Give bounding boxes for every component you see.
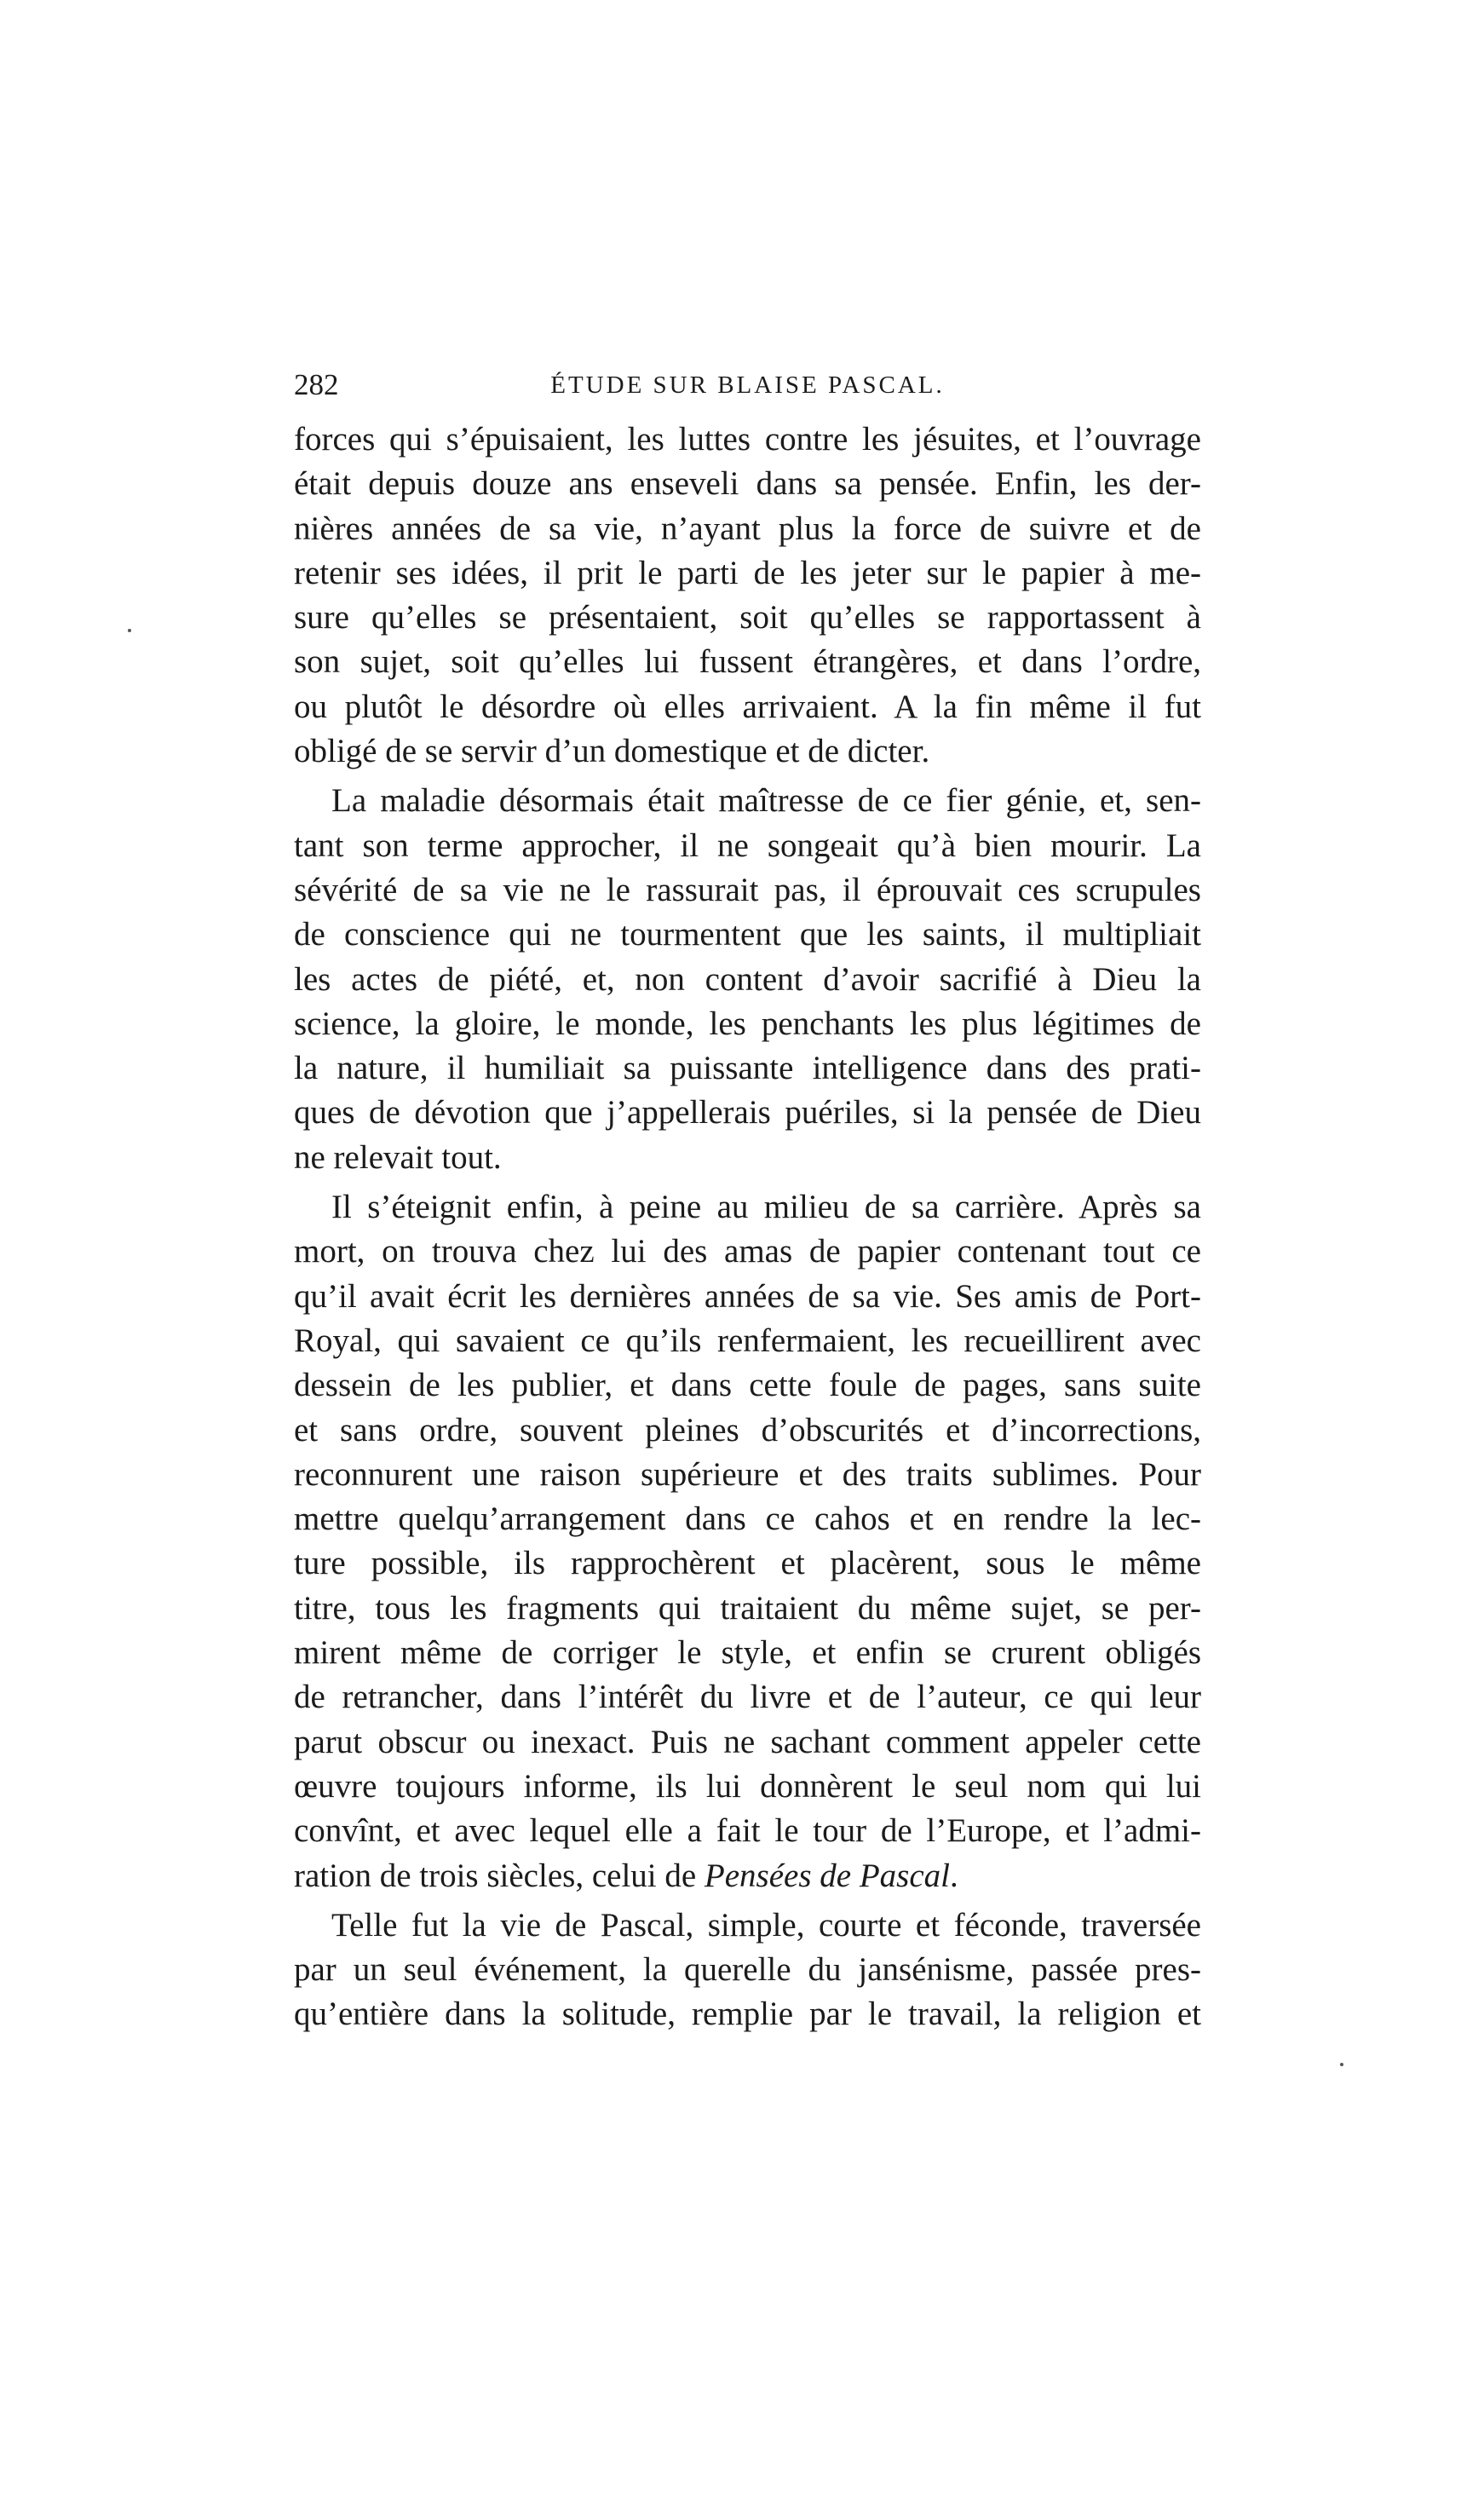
text-line: qu’entière dans la solitude, remplie par le travail, la religion et [294,1996,1201,2033]
text-line-with-title [294,1854,1201,1898]
text-line: ne relevait tout. [294,1138,502,1176]
text-fragment: . [950,1857,958,1894]
book-page [294,368,1201,2037]
page-header [294,368,1201,402]
book-title: Pensées de Pascal [704,1857,950,1894]
text-line: nières années de sa vie, n’ayant plus la force de suivre et de [294,510,1201,547]
text-line: de retrancher, dans l’intérêt du livre et de l’auteur, ce qui leur [294,1679,1201,1716]
running-title: ÉTUDE SUR BLAISE PASCAL. [550,371,945,399]
text-line: les actes de piété, et, non content d’avoir sacrifié à Dieu la [294,960,1201,998]
text-line: ques de dévotion que j’appellerais puériles, si la pensée de Dieu [294,1094,1201,1132]
scan-speck [1340,2063,1343,2066]
text-line: sure qu’elles se présentaient, soit qu’elles se rapportassent à [294,599,1201,636]
text-line: sévérité de sa vie ne le rassurait pas, il éprouvait ces scrupules [294,871,1201,908]
text-line: Il s’éteignit enfin, à peine au milieu de sa carrière. Après sa [331,1189,1201,1226]
paragraph-2 [294,779,1201,1180]
text-line: convînt, et avec lequel elle a fait le tour de l’Europe, et l’admi- [294,1812,1201,1850]
text-line: parut obscur ou inexact. Puis ne sachant comment appeler cette [294,1723,1201,1760]
paragraph-1 [294,418,1201,774]
text-line: ture possible, ils rapprochèrent et placèrent, sous le même [294,1545,1201,1582]
text-line: La maladie désormais était maîtresse de ce fier génie, et, sen- [331,782,1201,820]
paragraph-4 [294,1903,1201,2037]
text-line: et sans ordre, souvent pleines d’obscurités et d’incorrections, [294,1411,1201,1448]
text-line: qu’il avait écrit les dernières années de sa vie. Ses amis de Port- [294,1277,1201,1315]
text-line: mort, on trouva chez lui des amas de papier contenant tout ce [294,1233,1201,1270]
scan-speck [128,629,131,632]
text-line: titre, tous les fragments qui traitaient du même sujet, se per- [294,1589,1201,1627]
text-line: retenir ses idées, il prit le parti de les jeter sur le papier à me- [294,554,1201,591]
text-line: était depuis douze ans enseveli dans sa pensée. Enfin, les der- [294,465,1201,503]
text-line: œuvre toujours informe, ils lui donnèrent le seul nom qui lui [294,1767,1201,1805]
text-line: reconnurent une raison supérieure et des traits sublimes. Pour [294,1455,1201,1493]
text-line: tant son terme approcher, il ne songeait qu’à bien mourir. La [294,826,1201,864]
text-line: dessein de les publier, et dans cette foule de pages, sans suite [294,1367,1201,1404]
text-line: ou plutôt le désordre où elles arrivaient. A la fin même il fut [294,688,1201,725]
text-line: forces qui s’épuisaient, les luttes contre les jésuites, et l’ouvrage [294,421,1201,458]
text-line: Royal, qui savaient ce qu’ils renfermaient, les recueillirent avec [294,1322,1201,1359]
text-line: science, la gloire, le monde, les penchants les plus légitimes de [294,1005,1201,1042]
text-line: par un seul événement, la querelle du jansénisme, passée pres- [294,1951,1201,1989]
text-line: mirent même de corriger le style, et enfin se crurent obligés [294,1634,1201,1672]
text-fragment: ration de trois siècles, celui de [294,1857,705,1894]
text-line: obligé de se servir d’un domestique et de dicter. [294,733,930,770]
text-line: la nature, il humiliait sa puissante intelligence dans des prati- [294,1050,1201,1087]
text-line: son sujet, soit qu’elles lui fussent étrangères, et dans l’ordre, [294,643,1201,681]
page-number: 282 [294,368,339,401]
paragraph-3 [294,1185,1201,1898]
text-line: de conscience qui ne tourmentent que les saints, il multipliait [294,916,1201,953]
text-line: Telle fut la vie de Pascal, simple, courte et féconde, traversée [331,1906,1201,1944]
text-line: mettre quelqu’arrangement dans ce cahos et en rendre la lec- [294,1500,1201,1538]
